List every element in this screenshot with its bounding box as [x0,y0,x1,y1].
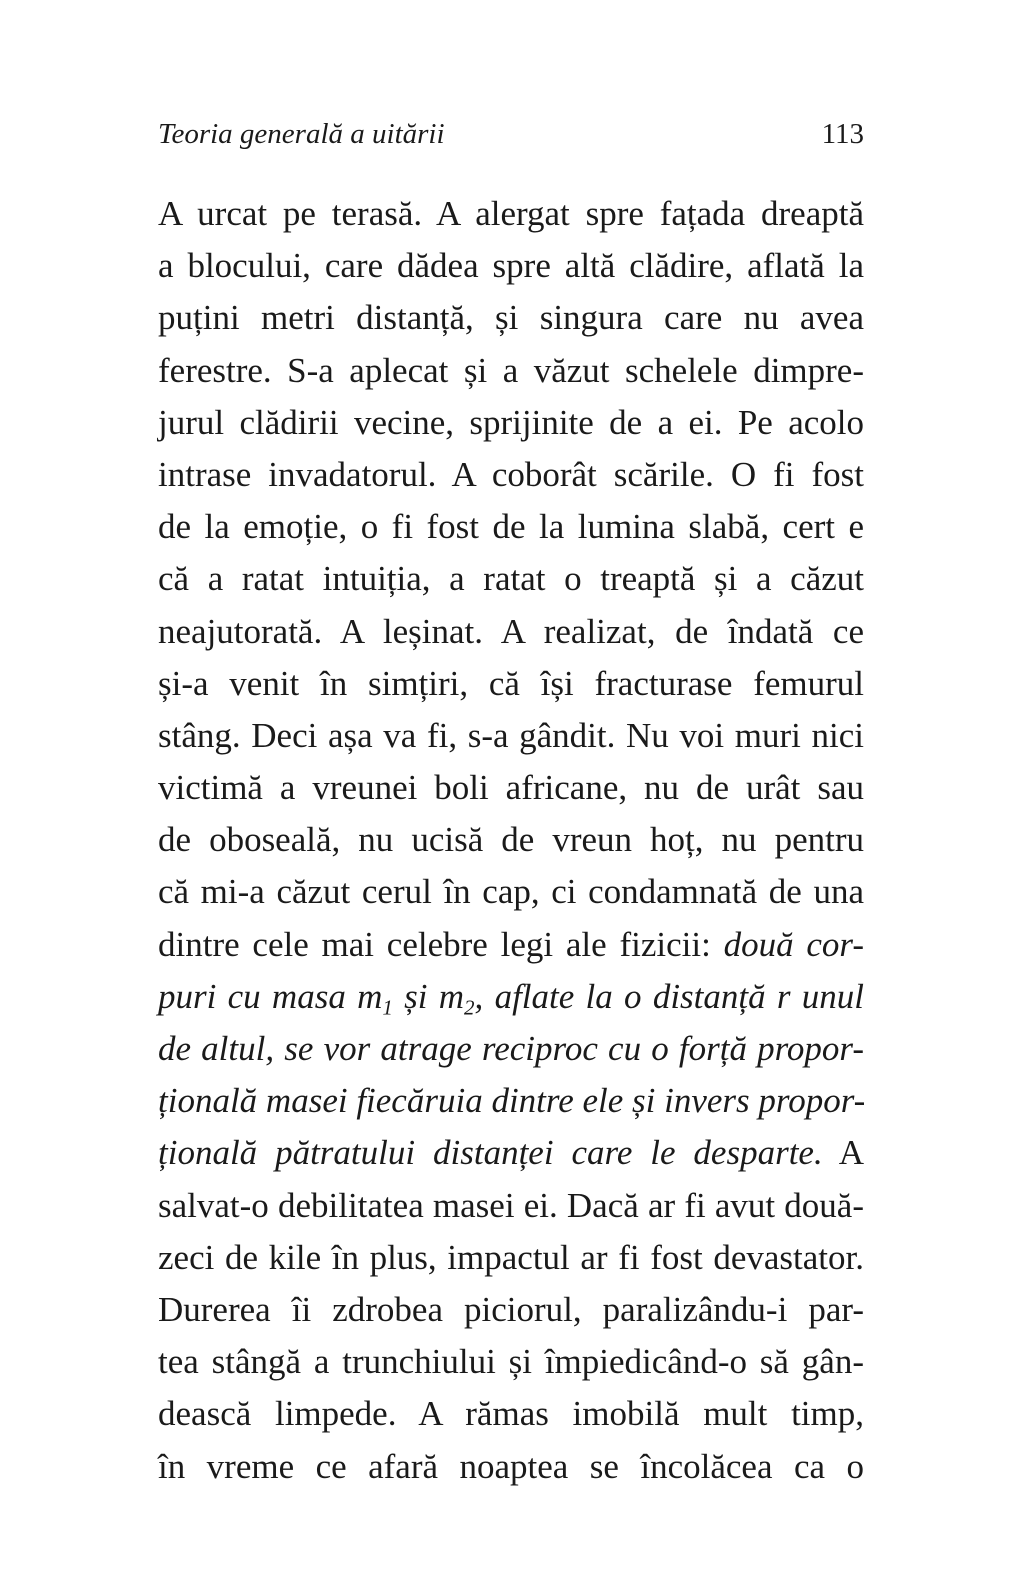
text-line: că mi-a căzut cerul în cap, ci condamnată de una [158,872,864,912]
running-title: Teoria generală a uitării [158,118,445,150]
text-line-mixed [158,1127,864,1179]
text-line-mixed [158,919,864,971]
text-line: în vreme ce afară noaptea se încolăcea ca o [158,1446,864,1486]
text-span: , aflate la o distanță r unul [474,976,864,1016]
subscript: 1 [382,995,393,1020]
text-line: neajutorată. A leșinat. A realizat, de îndată ce [158,611,864,651]
text-line: zeci de kile în plus, impactul ar fi fost devastator. [158,1237,864,1277]
text-line: stâng. Deci așa va fi, s-a gândit. Nu voi muri nici [158,715,864,755]
text-line: jurul clădirii vecine, sprijinite de a ei. Pe acolo [158,402,864,442]
subscript: 2 [464,995,475,1020]
text-span: și m [392,976,465,1016]
italic-span: două cor- [723,924,864,964]
text-line: salvat-o debilitatea masei ei. Dacă ar fi avut două- [158,1185,864,1225]
text-span: dintre cele mai celebre legi ale fizicii: [158,924,724,964]
text-line: tea stângă a trunchiului și împiedicând-o să gân- [158,1342,864,1382]
text-line: puțini metri distanță, și singura care nu avea [158,298,864,338]
text-line: a blocului, care dădea spre altă clădire, aflată la [158,246,864,286]
italic-line: țională masei fiecăruia dintre ele și invers propor- [158,1081,866,1121]
text-line: că a ratat intuiția, a ratat o treaptă și a căzut [158,559,864,599]
text-line-formula [158,971,864,1023]
text-line: victimă a vreunei boli africane, nu de urât sau [158,768,864,808]
text-line: ferestre. S-a aplecat și a văzut schelele dimpre- [158,350,864,390]
text-line: Durerea îi zdrobea piciorul, paralizându-i par- [158,1289,864,1329]
page-number: 113 [821,118,864,150]
text-line: dească limpede. A rămas imobilă mult timp, [158,1394,864,1434]
text-span: puri cu masa m [158,976,383,1016]
text-line: A urcat pe terasă. A alergat spre fațada dreaptă [158,194,864,233]
text-line: de oboseală, nu ucisă de vreun hoț, nu pentru [158,820,864,860]
text-span: A [822,1133,864,1173]
text-line: intrase invadatorul. A coborât scările. O fi fost [158,454,864,494]
text-line: și-a venit în simțiri, că își fracturase femurul [158,663,864,703]
italic-line: de altul, se vor atrage reciproc cu o forță propor- [158,1029,864,1068]
body-text [158,188,864,1493]
text-line: de la emoție, o fi fost de la lumina slabă, cert e [158,507,864,547]
italic-span: țională pătratului distanței care le desparte. [158,1133,823,1173]
running-header [158,114,864,158]
